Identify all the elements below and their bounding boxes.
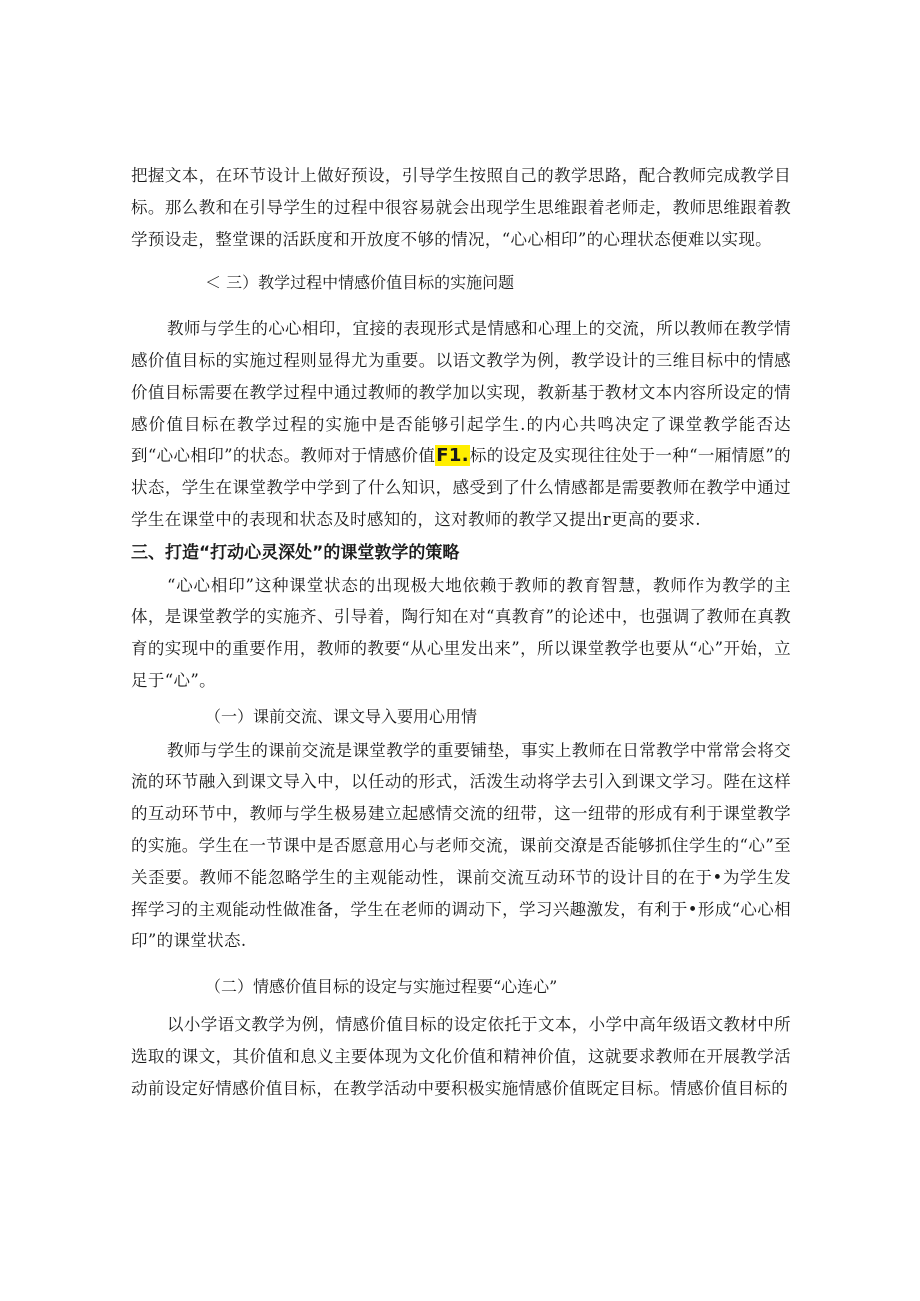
paragraph-goal-setting: 以小学语文教学为例，情感价值目标的设定依托于文本，小学中高年级语文教材中所选取的课文，其价值和息义主要体现为文化价值和精神价值，这就要求教师在开展教学活动前设定好情感价值目标，在教学活动中要积极实施情感价值既定目标。情感价值目标的 bbox=[131, 1014, 791, 1098]
highlight-mark: F1. bbox=[436, 445, 469, 467]
document-page bbox=[131, 160, 791, 1104]
paragraph-emotional-goals bbox=[131, 313, 791, 536]
paragraph-text-part2: 标的设定及实现往往处于一种“一厢情愿”的状态，学生在课堂教学中学到了什么知识，感受到了什么情感都是需要教师在教学中通过学生在课堂中的表现和状态及时感知的，这对教师的教学又提出r更高的要求. bbox=[131, 446, 791, 529]
subheading-2: （二）情感价值目标的设定与实施过程要“心连心” bbox=[205, 977, 558, 997]
subheading-1: （一）课前交流、课文导入要用心用情 bbox=[205, 706, 478, 726]
paragraph-strategy-intro: “心心相印”这种课堂状态的出现极大地依赖于教师的教育智慧，教师作为教学的主体，是课堂教学的实施齐、引导着，陶行知在对“真教育”的论述中，也强调了教师在真教育的实现中的重要作用，教师的教要“从心里发出来”，所以课堂教学也要从“心”开始，立足于“心”。 bbox=[131, 575, 791, 690]
paragraph-pre-class: 教师与学生的课前交流是课堂教学的重要铺垫，事实上教师在日常教学中常常会将交流的环节融入到课文导入中，以任动的形式，活泼生动将学去引入到课文学习。陛在这样的互动环节中，教师与学生极易建立起感情交流的纽带，这一纽带的形成有利于课堂教学的实施。学生在一节课中是否愿意用心与老师交流，课前交潦是否能够抓住学生的“心”至关歪要。教师不能忽略学生的主观能动性，课前交流互动环节的设计目的在于•为学生发挥学习的主观能动性做准备，学生在老师的调动下，学习兴趣激发，有利于•形成“心心相印”的课堂状态. bbox=[131, 740, 791, 951]
subheading-3: ＜ 三）教学过程中情感价值目标的实施问题 bbox=[205, 273, 515, 293]
paragraph-intro: 把握文本，在环节设计上做好预设，引导学生按照自己的教学思路，配合教师完成教学目标。那么教和在引导学生的过程中很容易就会出现学生思维跟着老师走，教师思维跟着教学预设走，整堂课的活跃度和开放度不够的情况，“心心相印”的心理状态便难以实现。 bbox=[131, 166, 791, 249]
section-heading-3: 三、打造“打动心灵深处”的课堂敦学的策略 bbox=[131, 542, 460, 563]
paragraph-text-part1: 教师与学生的心心相印，宜接的表现形式是情感和心理上的交流，所以教师在教学情感价值目标的实施过程则显得尤为重要。以语文教学为例，教学设计的三维目标中的情感价值目标需要在教学过程中通过教师的教学加以实现，教新基于教材文本内容所设定的情感价值目标在教学过程的实施中是否能够引起学生.的内心共鸣决定了课堂教学能否达到“心心相印”的状态。教师对于情感价值 bbox=[131, 319, 791, 466]
